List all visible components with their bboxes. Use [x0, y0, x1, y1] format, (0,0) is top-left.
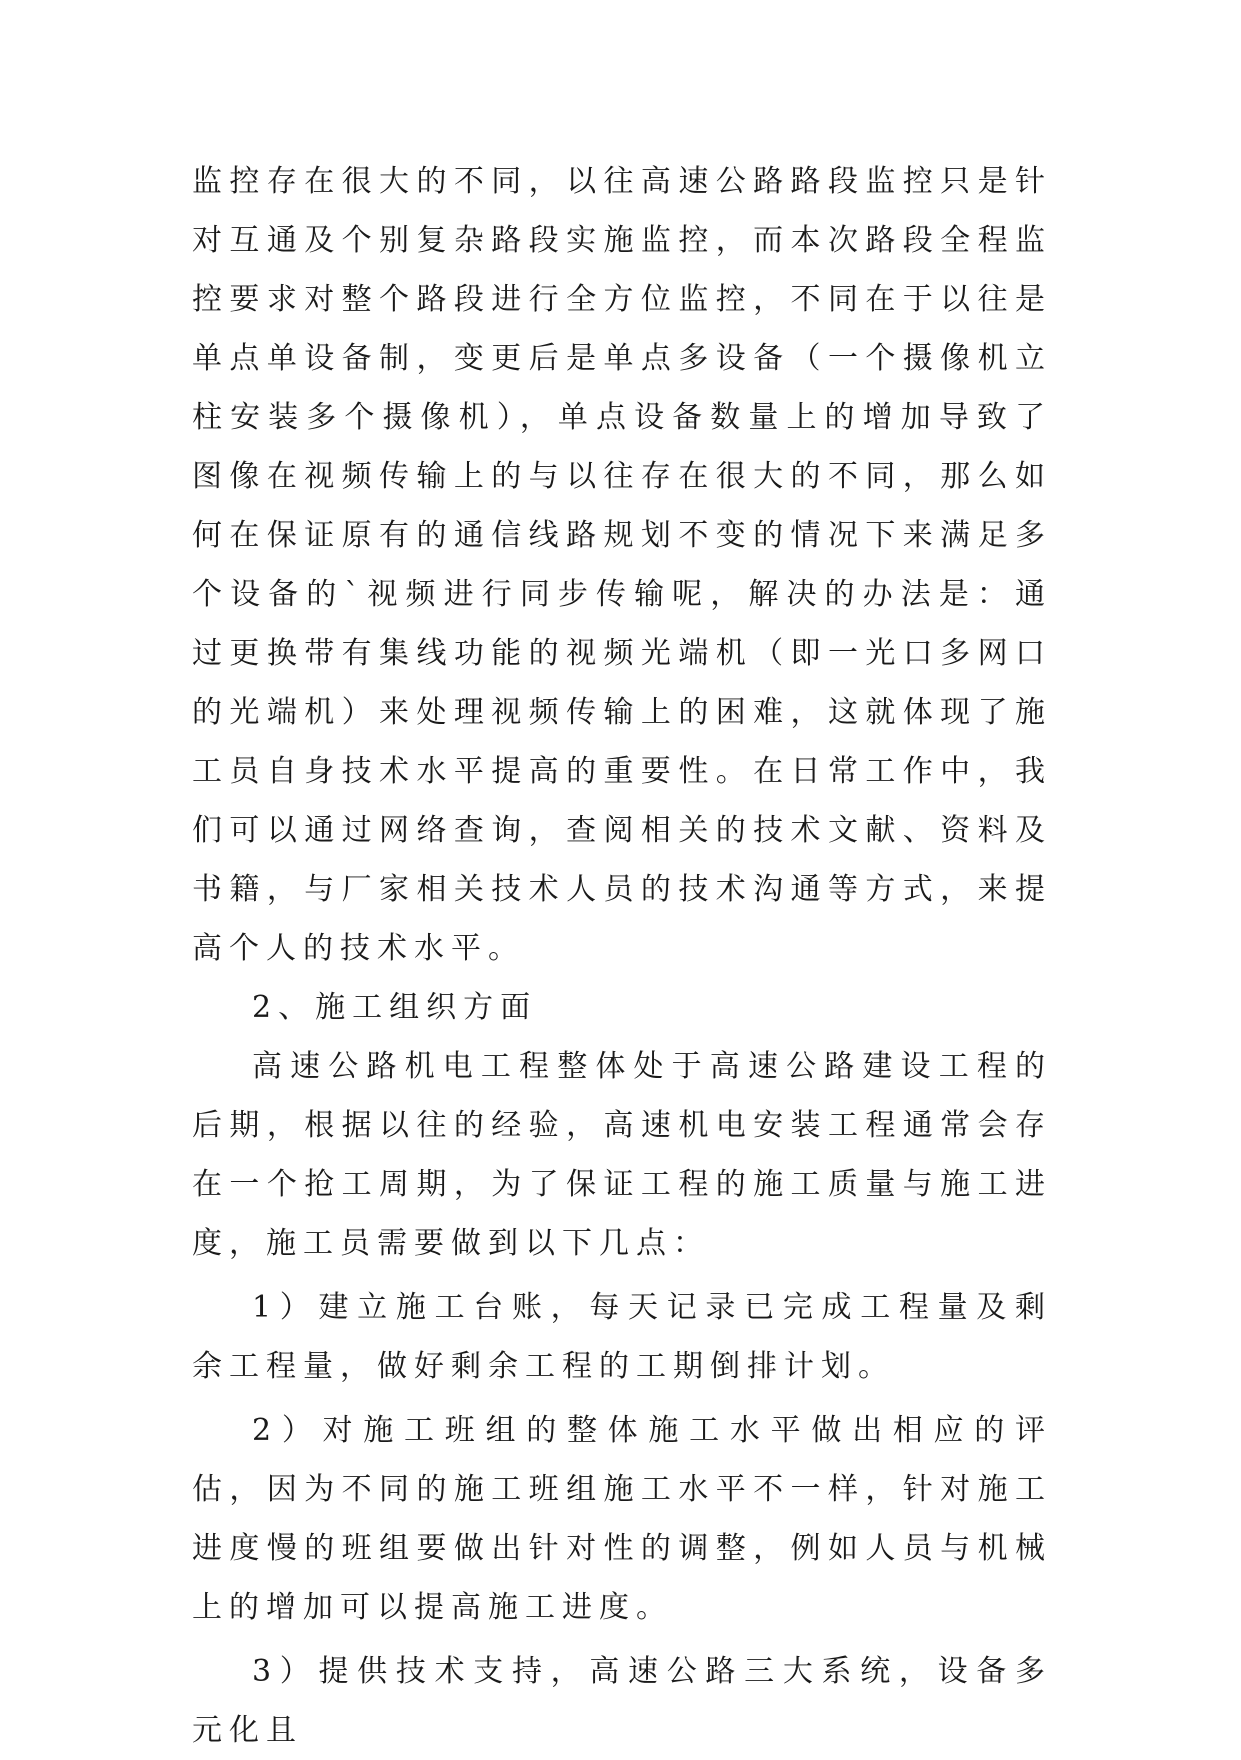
- list-item-2: 2）对施工班组的整体施工水平做出相应的评估，因为不同的施工班组施工水平不一样，针对施工进度慢的班组要做出针对性的调整，例如人员与机械上的增加可以提高施工进度。: [192, 1413, 1052, 1625]
- paragraph-monitoring-differences: 监控存在很大的不同，以往高速公路路段监控只是针对互通及个别复杂路段实施监控，而本次路段全程监控要求对整个路段进行全方位监控，不同在于以往是单点单设备制，变更后是单点多设备（一个摄像机立柱安装多个摄像机），单点设备数量上的增加导致了图像在视频传输上的与以往存在很大的不同，那么如何在保证原有的通信线路规划不变的情况下来满足多个设备的`视频进行同步传输呢，解决的办法是：通过更换带有集线功能的视频光端机（即一光口多网口的光端机）来处理视频传输上的困难，这就体现了施工员自身技术水平提高的重要性。在日常工作中，我们可以通过网络查询，查阅相关的技术文献、资料及书籍，与厂家相关技术人员的技术沟通等方式，来提高个人的技术水平。: [192, 164, 1052, 966]
- list-item-3: 3）提供技术支持，高速公路三大系统，设备多元化且: [192, 1654, 1052, 1748]
- paragraph-construction-organization-intro: 高速公路机电工程整体处于高速公路建设工程的后期，根据以往的经验，高速机电安装工程通常会存在一个抢工周期，为了保证工程的施工质量与施工进度，施工员需要做到以下几点：: [192, 1049, 1052, 1261]
- list-item-1: 1）建立施工台账，每天记录已完成工程量及剩余工程量，做好剩余工程的工期倒排计划。: [192, 1290, 1052, 1384]
- section-heading-construction-organization: 2、施工组织方面: [252, 990, 538, 1025]
- document-body: [192, 152, 1052, 1760]
